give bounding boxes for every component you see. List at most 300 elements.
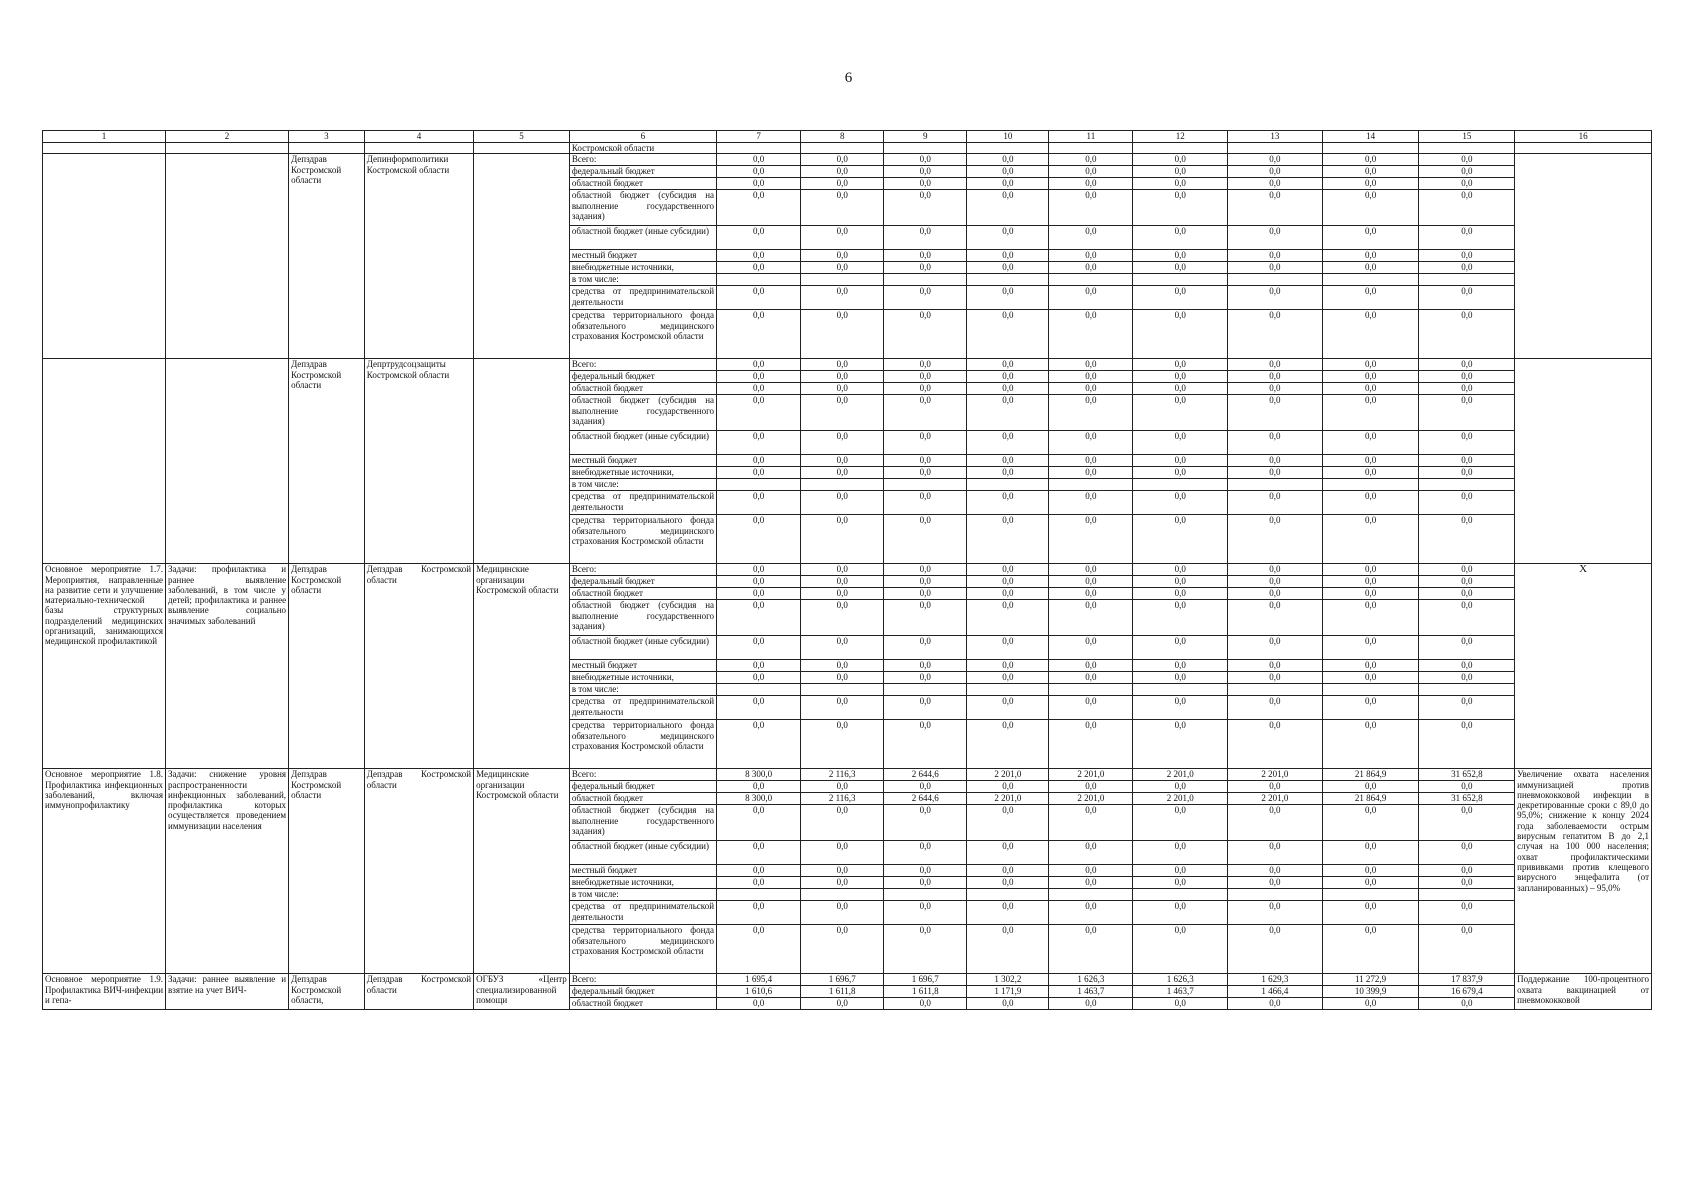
amount-cell: 0,0: [1228, 371, 1323, 383]
amount-cell: 0,0: [1133, 720, 1228, 769]
expected-result: Х: [1515, 564, 1652, 769]
amount-cell: 2 201,0: [1133, 793, 1228, 805]
amount-cell: 1 171,9: [967, 986, 1049, 998]
amount-cell: 0,0: [967, 588, 1049, 600]
amount-cell: 11 272,9: [1322, 974, 1419, 986]
amount-cell: 0,0: [967, 286, 1049, 310]
funding-source-label: местный бюджет: [569, 455, 716, 467]
amount-cell: 0,0: [717, 262, 801, 274]
amount-cell: 0,0: [1228, 467, 1323, 479]
amount-cell: 2 116,3: [801, 793, 884, 805]
amount-cell: 0,0: [1228, 877, 1323, 889]
amount-cell: 0,0: [801, 781, 884, 793]
amount-cell: 0,0: [717, 166, 801, 178]
amount-cell: 0,0: [1133, 781, 1228, 793]
amount-cell: 0,0: [967, 805, 1049, 841]
participants: [474, 359, 570, 564]
amount-cell: 0,0: [884, 901, 967, 925]
column-header: 4: [364, 131, 473, 143]
amount-cell: 0,0: [1322, 286, 1419, 310]
amount-cell: 0,0: [1228, 262, 1323, 274]
amount-cell: 0,0: [717, 805, 801, 841]
column-header: 11: [1049, 131, 1133, 143]
amount-cell: 0,0: [1419, 805, 1515, 841]
amount-cell: 0,0: [1049, 286, 1133, 310]
amount-cell: 0,0: [717, 359, 801, 371]
amount-cell: 0,0: [801, 588, 884, 600]
funding-source-label: в том числе:: [569, 889, 716, 901]
amount-cell: 0,0: [1228, 588, 1323, 600]
amount-cell: 0,0: [967, 262, 1049, 274]
amount-cell: 0,0: [1322, 877, 1419, 889]
amount-cell: 0,0: [1322, 262, 1419, 274]
amount-cell: 0,0: [717, 877, 801, 889]
tasks: [166, 154, 289, 359]
responsible-executor: Депздрав Костромской области,: [289, 974, 365, 1010]
amount-cell: 0,0: [1049, 925, 1133, 974]
co-executor: Депздрав Костромской области: [364, 974, 473, 1010]
amount-cell: 0,0: [1049, 672, 1133, 684]
amount-cell: 0,0: [1049, 600, 1133, 636]
amount-cell: 0,0: [1322, 660, 1419, 672]
amount-cell: 0,0: [1228, 286, 1323, 310]
amount-cell: 0,0: [884, 600, 967, 636]
amount-cell: 0,0: [1228, 925, 1323, 974]
amount-cell: [1228, 684, 1323, 696]
amount-cell: 0,0: [1419, 600, 1515, 636]
amount-cell: 0,0: [801, 576, 884, 588]
funding-source-label: средства от предпринимательской деятельности: [569, 901, 716, 925]
amount-cell: 0,0: [1419, 720, 1515, 769]
funding-source-label: областной бюджет (иные субсидии): [569, 226, 716, 250]
amount-cell: 1 696,7: [801, 974, 884, 986]
amount-cell: 0,0: [1049, 805, 1133, 841]
amount-cell: 0,0: [1228, 178, 1323, 190]
amount-cell: 1 626,3: [1133, 974, 1228, 986]
amount-cell: 0,0: [1419, 636, 1515, 660]
amount-cell: 31 652,8: [1419, 769, 1515, 781]
amount-cell: 0,0: [884, 696, 967, 720]
amount-cell: 0,0: [1419, 696, 1515, 720]
expected-result: Поддержание 100-процентного охвата вакцинацией от пневмококковой: [1515, 974, 1652, 1010]
amount-cell: 2 201,0: [967, 793, 1049, 805]
amount-cell: 0,0: [967, 841, 1049, 865]
amount-cell: 0,0: [801, 286, 884, 310]
amount-cell: 0,0: [1049, 515, 1133, 564]
column-header: 12: [1133, 131, 1228, 143]
amount-cell: 2 116,3: [801, 769, 884, 781]
amount-cell: 0,0: [1133, 286, 1228, 310]
amount-cell: 0,0: [1049, 576, 1133, 588]
amount-cell: 0,0: [1133, 515, 1228, 564]
participants: Медицинские организации Костромской области: [474, 564, 570, 769]
amount-cell: 0,0: [1419, 190, 1515, 226]
amount-cell: 0,0: [884, 660, 967, 672]
amount-cell: 0,0: [1228, 998, 1323, 1010]
amount-cell: 0,0: [967, 250, 1049, 262]
amount-cell: 0,0: [717, 576, 801, 588]
amount-cell: 0,0: [1049, 262, 1133, 274]
amount-cell: [717, 889, 801, 901]
funding-source-label: областной бюджет: [569, 588, 716, 600]
amount-cell: 2 201,0: [1228, 793, 1323, 805]
amount-cell: 0,0: [1049, 395, 1133, 431]
amount-cell: 1 463,7: [1133, 986, 1228, 998]
amount-cell: 0,0: [1133, 672, 1228, 684]
funding-source-label: Всего:: [569, 154, 716, 166]
amount-cell: 0,0: [1133, 395, 1228, 431]
amount-cell: 0,0: [801, 371, 884, 383]
amount-cell: 0,0: [1322, 190, 1419, 226]
amount-cell: 0,0: [1322, 154, 1419, 166]
amount-cell: 0,0: [1049, 310, 1133, 359]
amount-cell: 0,0: [1133, 371, 1228, 383]
amount-cell: 1 463,7: [1049, 986, 1133, 998]
amount-cell: 0,0: [1322, 467, 1419, 479]
amount-cell: 2 201,0: [967, 769, 1049, 781]
amount-cell: 0,0: [1322, 431, 1419, 455]
amount-cell: 0,0: [801, 431, 884, 455]
amount-cell: [967, 684, 1049, 696]
tasks: Задачи: снижение уровня распространенности инфекционных заболеваний, профилактика которых осуществляется проведением иммунизации населения: [166, 769, 289, 974]
amount-cell: 0,0: [1049, 636, 1133, 660]
amount-cell: 0,0: [1419, 431, 1515, 455]
funding-source-label: федеральный бюджет: [569, 781, 716, 793]
funding-source-label: областной бюджет (иные субсидии): [569, 636, 716, 660]
amount-cell: 0,0: [1133, 841, 1228, 865]
amount-cell: 0,0: [1133, 166, 1228, 178]
amount-cell: 0,0: [801, 359, 884, 371]
amount-cell: 0,0: [884, 576, 967, 588]
amount-cell: 0,0: [1133, 600, 1228, 636]
funding-source-label: областной бюджет: [569, 178, 716, 190]
funding-source-label: областной бюджет (субсидия на выполнение государственного задания): [569, 395, 716, 431]
funding-source-label: в том числе:: [569, 684, 716, 696]
budget-table: [42, 130, 1652, 1010]
amount-cell: 0,0: [801, 720, 884, 769]
amount-cell: 0,0: [1322, 226, 1419, 250]
funding-source-label: Всего:: [569, 974, 716, 986]
amount-cell: [1322, 274, 1419, 286]
amount-cell: 0,0: [801, 166, 884, 178]
amount-cell: 0,0: [1049, 720, 1133, 769]
amount-cell: 0,0: [884, 371, 967, 383]
amount-cell: 0,0: [967, 877, 1049, 889]
amount-cell: 0,0: [801, 226, 884, 250]
amount-cell: 0,0: [967, 564, 1049, 576]
amount-cell: 0,0: [884, 636, 967, 660]
amount-cell: 0,0: [1228, 636, 1323, 660]
amount-cell: 0,0: [1419, 154, 1515, 166]
amount-cell: [884, 889, 967, 901]
amount-cell: 0,0: [1228, 841, 1323, 865]
amount-cell: 0,0: [1049, 467, 1133, 479]
amount-cell: 0,0: [884, 286, 967, 310]
activity-name: [43, 154, 166, 359]
amount-cell: 0,0: [967, 901, 1049, 925]
cell-empty: [1049, 143, 1133, 154]
cell-empty: [1322, 143, 1419, 154]
amount-cell: 0,0: [1322, 564, 1419, 576]
activity-name: Основное мероприятие 1.7. Мероприятия, направленные на развитие сети и улучшение материально-технической базы структурных подразделений медицинских организаций, занимающихся медицинской профилактикой: [43, 564, 166, 769]
amount-cell: 0,0: [1049, 696, 1133, 720]
amount-cell: 0,0: [967, 696, 1049, 720]
amount-cell: 0,0: [801, 564, 884, 576]
funding-source-label: федеральный бюджет: [569, 371, 716, 383]
amount-cell: 0,0: [1133, 250, 1228, 262]
amount-cell: 0,0: [717, 383, 801, 395]
amount-cell: 0,0: [801, 877, 884, 889]
cell-empty: [166, 143, 289, 154]
column-header: 1: [43, 131, 166, 143]
amount-cell: [1133, 274, 1228, 286]
amount-cell: 0,0: [884, 178, 967, 190]
amount-cell: 0,0: [1133, 190, 1228, 226]
cell-empty: [289, 143, 365, 154]
amount-cell: 0,0: [801, 696, 884, 720]
amount-cell: 0,0: [1322, 250, 1419, 262]
cell-empty: [967, 143, 1049, 154]
amount-cell: 0,0: [1228, 672, 1323, 684]
amount-cell: 0,0: [717, 371, 801, 383]
amount-cell: 0,0: [1133, 564, 1228, 576]
amount-cell: [1419, 889, 1515, 901]
amount-cell: 0,0: [1228, 865, 1323, 877]
amount-cell: 2 201,0: [1133, 769, 1228, 781]
amount-cell: 0,0: [801, 841, 884, 865]
amount-cell: 0,0: [717, 925, 801, 974]
amount-cell: 0,0: [1228, 455, 1323, 467]
amount-cell: 0,0: [1419, 226, 1515, 250]
amount-cell: 0,0: [801, 672, 884, 684]
amount-cell: 0,0: [1228, 154, 1323, 166]
table-row: [43, 359, 1652, 371]
amount-cell: [801, 479, 884, 491]
amount-cell: 0,0: [884, 383, 967, 395]
amount-cell: 1 629,3: [1228, 974, 1323, 986]
amount-cell: 0,0: [1133, 660, 1228, 672]
amount-cell: 0,0: [884, 262, 967, 274]
funding-source-label: Всего:: [569, 769, 716, 781]
amount-cell: 0,0: [884, 154, 967, 166]
amount-cell: 8 300,0: [717, 793, 801, 805]
funding-source-label: в том числе:: [569, 274, 716, 286]
amount-cell: 0,0: [1133, 865, 1228, 877]
amount-cell: 0,0: [1419, 395, 1515, 431]
amount-cell: 0,0: [1322, 901, 1419, 925]
funding-source-label: внебюджетные источники,: [569, 877, 716, 889]
amount-cell: [967, 274, 1049, 286]
amount-cell: 0,0: [717, 588, 801, 600]
amount-cell: 0,0: [1419, 455, 1515, 467]
amount-cell: 0,0: [884, 431, 967, 455]
amount-cell: 0,0: [967, 431, 1049, 455]
amount-cell: 0,0: [1419, 310, 1515, 359]
amount-cell: 0,0: [1419, 491, 1515, 515]
amount-cell: [1133, 684, 1228, 696]
amount-cell: 0,0: [801, 455, 884, 467]
amount-cell: 0,0: [1133, 310, 1228, 359]
tasks: Задачи: раннее выявление и взятие на учет ВИЧ-: [166, 974, 289, 1010]
amount-cell: 0,0: [1322, 395, 1419, 431]
amount-cell: [1419, 479, 1515, 491]
column-header: 5: [474, 131, 570, 143]
amount-cell: 0,0: [717, 395, 801, 431]
amount-cell: 1 466,4: [1228, 986, 1323, 998]
amount-cell: [1049, 479, 1133, 491]
activity-name: Основное мероприятие 1.8. Профилактика инфекционных заболеваний, включая иммунопрофилактику: [43, 769, 166, 974]
amount-cell: 10 399,9: [1322, 986, 1419, 998]
funding-source-label: Всего:: [569, 359, 716, 371]
responsible-executor: Депздрав Костромской области: [289, 359, 365, 564]
column-header: 10: [967, 131, 1049, 143]
amount-cell: 0,0: [884, 250, 967, 262]
amount-cell: 0,0: [717, 672, 801, 684]
funding-source-label: средства от предпринимательской деятельности: [569, 491, 716, 515]
amount-cell: 0,0: [1419, 588, 1515, 600]
column-header: 2: [166, 131, 289, 143]
amount-cell: 0,0: [801, 178, 884, 190]
amount-cell: 0,0: [717, 600, 801, 636]
amount-cell: [717, 684, 801, 696]
amount-cell: 0,0: [1133, 359, 1228, 371]
amount-cell: [717, 479, 801, 491]
amount-cell: 0,0: [1322, 636, 1419, 660]
amount-cell: [1419, 684, 1515, 696]
funding-source-label: средства от предпринимательской деятельности: [569, 286, 716, 310]
amount-cell: 0,0: [1049, 166, 1133, 178]
amount-cell: 0,0: [1419, 515, 1515, 564]
amount-cell: 0,0: [1322, 491, 1419, 515]
amount-cell: 0,0: [801, 998, 884, 1010]
column-number-row: [43, 131, 1652, 143]
amount-cell: 1 696,7: [884, 974, 967, 986]
amount-cell: 0,0: [884, 395, 967, 431]
cell-empty: [801, 143, 884, 154]
amount-cell: 0,0: [801, 901, 884, 925]
amount-cell: 0,0: [1419, 865, 1515, 877]
amount-cell: 0,0: [801, 600, 884, 636]
amount-cell: 0,0: [801, 250, 884, 262]
amount-cell: 0,0: [717, 660, 801, 672]
amount-cell: 0,0: [801, 310, 884, 359]
table-row: [43, 154, 1652, 166]
amount-cell: 0,0: [967, 600, 1049, 636]
funding-source-label: областной бюджет (иные субсидии): [569, 431, 716, 455]
amount-cell: 0,0: [967, 190, 1049, 226]
amount-cell: 0,0: [1419, 576, 1515, 588]
amount-cell: 0,0: [717, 250, 801, 262]
amount-cell: 0,0: [1419, 781, 1515, 793]
funding-source-label: федеральный бюджет: [569, 166, 716, 178]
amount-cell: 0,0: [1049, 998, 1133, 1010]
participants: Медицинские организации Костромской области: [474, 769, 570, 974]
amount-cell: 0,0: [1049, 491, 1133, 515]
amount-cell: 0,0: [1133, 431, 1228, 455]
amount-cell: 0,0: [717, 901, 801, 925]
amount-cell: 0,0: [884, 455, 967, 467]
amount-cell: 0,0: [717, 455, 801, 467]
column-header: 15: [1419, 131, 1515, 143]
co-executor: Депздрав Костромской области: [364, 769, 473, 974]
amount-cell: 0,0: [1322, 720, 1419, 769]
amount-cell: 0,0: [884, 166, 967, 178]
amount-cell: 0,0: [1049, 564, 1133, 576]
amount-cell: 0,0: [1322, 696, 1419, 720]
amount-cell: [717, 274, 801, 286]
amount-cell: 0,0: [1419, 178, 1515, 190]
cell-empty: [43, 143, 166, 154]
table-body: [43, 143, 1652, 1010]
amount-cell: 0,0: [801, 395, 884, 431]
amount-cell: 0,0: [967, 383, 1049, 395]
amount-cell: 0,0: [1322, 383, 1419, 395]
amount-cell: 0,0: [1322, 588, 1419, 600]
funding-source-label: областной бюджет (субсидия на выполнение государственного задания): [569, 600, 716, 636]
amount-cell: 0,0: [1419, 250, 1515, 262]
amount-cell: 0,0: [1133, 877, 1228, 889]
amount-cell: 0,0: [1049, 359, 1133, 371]
column-header: 6: [569, 131, 716, 143]
funding-source-label: средства от предпринимательской деятельности: [569, 696, 716, 720]
funding-source-label: средства территориального фонда обязательного медицинского страхования Костромской области: [569, 925, 716, 974]
amount-cell: 0,0: [1322, 359, 1419, 371]
amount-cell: 0,0: [1322, 166, 1419, 178]
amount-cell: [1133, 479, 1228, 491]
amount-cell: 0,0: [1049, 588, 1133, 600]
column-header: 16: [1515, 131, 1652, 143]
amount-cell: 0,0: [1133, 576, 1228, 588]
amount-cell: 0,0: [1322, 576, 1419, 588]
amount-cell: 0,0: [717, 720, 801, 769]
amount-cell: 0,0: [801, 190, 884, 226]
amount-cell: 0,0: [1228, 564, 1323, 576]
responsible-executor: Депздрав Костромской области: [289, 769, 365, 974]
amount-cell: 0,0: [967, 636, 1049, 660]
amount-cell: 0,0: [967, 226, 1049, 250]
funding-source-label: средства территориального фонда обязательного медицинского страхования Костромской области: [569, 310, 716, 359]
expected-result: [1515, 359, 1652, 564]
column-header: 8: [801, 131, 884, 143]
amount-cell: [884, 479, 967, 491]
amount-cell: 0,0: [1419, 383, 1515, 395]
amount-cell: 0,0: [717, 564, 801, 576]
participants: [474, 154, 570, 359]
amount-cell: 0,0: [1419, 166, 1515, 178]
amount-cell: 0,0: [1049, 431, 1133, 455]
amount-cell: 0,0: [1133, 262, 1228, 274]
amount-cell: [1049, 274, 1133, 286]
funding-source-label: федеральный бюджет: [569, 576, 716, 588]
funding-source-label: областной бюджет (иные субсидии): [569, 841, 716, 865]
amount-cell: 0,0: [884, 190, 967, 226]
amount-cell: 0,0: [1419, 660, 1515, 672]
amount-cell: 0,0: [884, 467, 967, 479]
amount-cell: 0,0: [1049, 371, 1133, 383]
co-executor: Депртрудсоцзащиты Костромской области: [364, 359, 473, 564]
amount-cell: 2 201,0: [1049, 769, 1133, 781]
expected-result: Увеличение охвата населения иммунизацией против пневмококковой инфекции в декретированные сроки с 89,0 до 95,0%; снижение к концу 2024 года заболеваемости острым вирусным гепатитом В до 2,1 случая на 100 000 населения; охват профилактическими прививками против клещевого вирусного энцефалита (от запланированных) – 95,0%: [1515, 769, 1652, 974]
amount-cell: 0,0: [1322, 600, 1419, 636]
amount-cell: 0,0: [967, 576, 1049, 588]
activity-name: [43, 359, 166, 564]
cell-empty: [1515, 143, 1652, 154]
amount-cell: 0,0: [1322, 455, 1419, 467]
amount-cell: 0,0: [967, 178, 1049, 190]
activity-name: Основное мероприятие 1.9. Профилактика ВИЧ-инфекции и гепа-: [43, 974, 166, 1010]
funding-source-label: областной бюджет: [569, 383, 716, 395]
amount-cell: 0,0: [967, 660, 1049, 672]
